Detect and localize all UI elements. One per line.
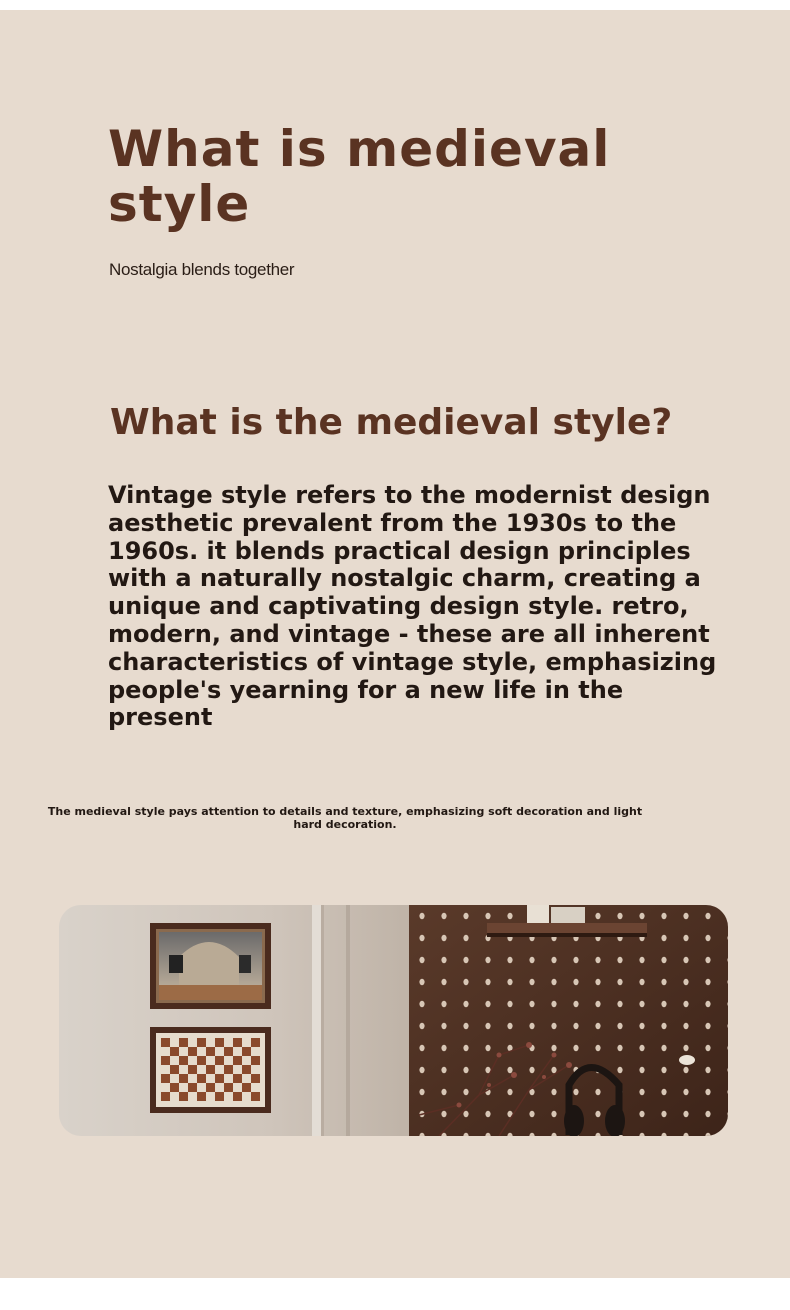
page-background: [0, 10, 790, 1278]
photo-caption: The medieval style pays attention to details and texture, emphasizing soft decoration and light hard decoration.: [47, 805, 643, 831]
framed-picture-checker: [150, 1027, 271, 1113]
pegboard-wall: [409, 905, 728, 1136]
page-subtitle: Nostalgia blends together: [109, 260, 295, 279]
section-heading: What is the medieval style?: [110, 402, 673, 443]
framed-picture-hall: [150, 923, 271, 1009]
page-title: What is medieval style: [108, 120, 611, 233]
interior-photo: [59, 905, 728, 1136]
section-body: Vintage style refers to the modernist design aesthetic prevalent from the 1930s to the 1960s. it blends practical design principles with a naturally nostalgic charm, creating a unique and captivating design style. retro, modern, and vintage - these are all inherent characteristics of vintage style, emphasizing people's yearning for a new life in the present: [108, 481, 717, 732]
